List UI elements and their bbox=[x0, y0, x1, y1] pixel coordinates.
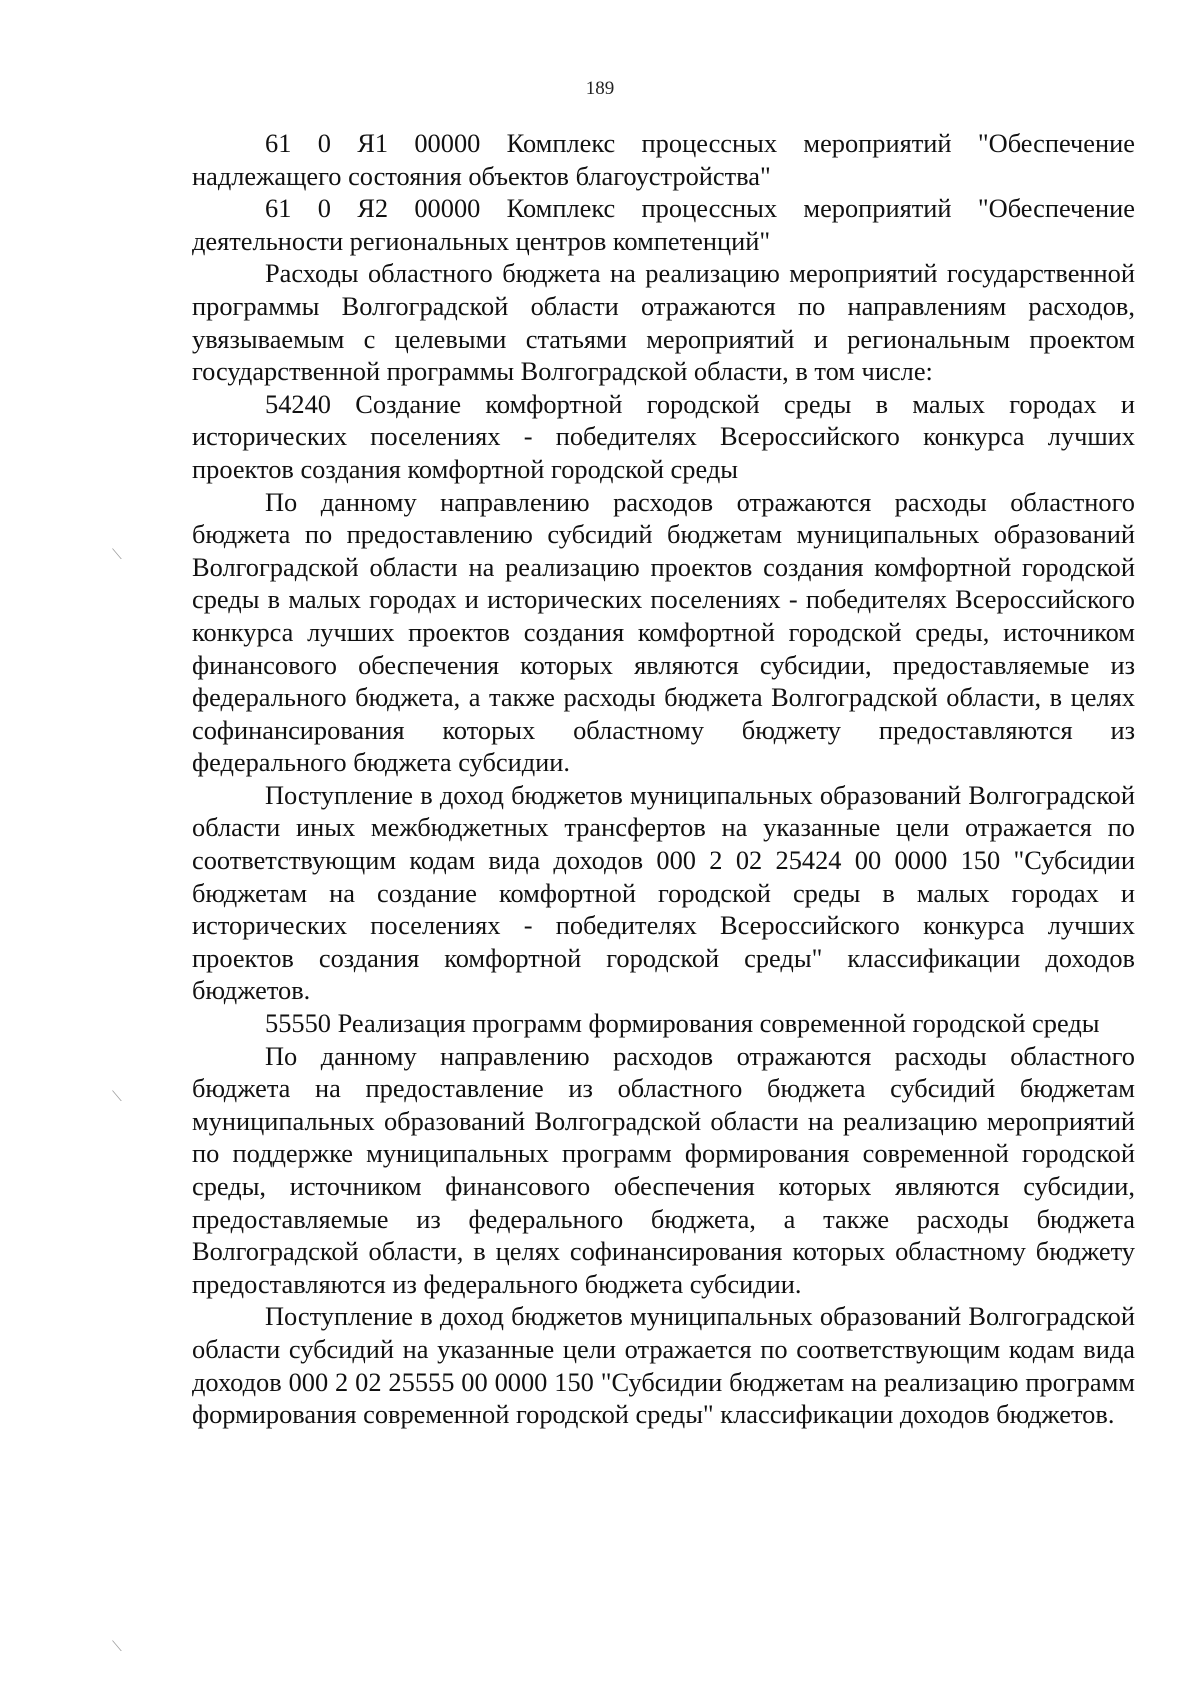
scan-mark: ⟍ bbox=[112, 1639, 122, 1655]
paragraph: По данному направлению расходов отражаются расходы областного бюджета на предоставление из областного бюджета субсидий бюджетам муниципальных образований Волгоградской области на реализацию мероприятий по поддержке муниципальных программ формирования современной городской среды, источником финансового обеспечения которых являются субсидии, предоставляемые из федерального бюджета, а также расходы бюджета Волгоградской области, в целях софинансирования которых областному бюджету предоставляются из федерального бюджета субсидии. bbox=[192, 1040, 1135, 1299]
page-number: 189 bbox=[585, 78, 615, 99]
paragraph: Поступление в доход бюджетов муниципальных образований Волгоградской области иных межбюджетных трансфертов на указанные цели отражается по соответствующим кодам вида доходов 000 2 02 25424 00 0000 150 "Субсидии бюджетам на создание комфортной городской среды в малых городах и исторических поселениях - победителях Всероссийского конкурса лучших проектов создания комфортной городской среды" классификации доходов бюджетов. bbox=[192, 779, 1135, 1006]
paragraph: 55550 Реализация программ формирования современной городской среды bbox=[265, 1008, 1100, 1039]
scan-mark: ⟍ bbox=[112, 1089, 122, 1105]
paragraph: Расходы областного бюджета на реализацию мероприятий государственной программы Волгоградской области отражаются по направлениям расходов, увязываемым с целевыми статьями мероприятий и региональным проектом государственной программы Волгоградской области, в том числе: bbox=[192, 258, 1135, 387]
paragraph: 54240 Создание комфортной городской среды в малых городах и исторических поселениях - победителях Всероссийского конкурса лучших проектов создания комфортной городской среды bbox=[192, 388, 1135, 484]
paragraph: Поступление в доход бюджетов муниципальных образований Волгоградской области субсидий на указанные цели отражается по соответствующим кодам вида доходов 000 2 02 25555 00 0000 150 "Субсидии бюджетам на реализацию программ формирования современной городской среды" классификации доходов бюджетов. bbox=[192, 1301, 1135, 1430]
scan-mark: ⟍ bbox=[112, 547, 122, 563]
paragraph: 61 0 Я1 00000 Комплекс процессных мероприятий "Обеспечение надлежащего состояния объектов благоустройства" bbox=[192, 128, 1135, 191]
document-body bbox=[192, 127, 1135, 1431]
paragraph: 61 0 Я2 00000 Комплекс процессных мероприятий "Обеспечение деятельности региональных центров компетенций" bbox=[192, 193, 1135, 256]
paragraph: По данному направлению расходов отражаются расходы областного бюджета по предоставлению субсидий бюджетам муниципальных образований Волгоградской области на реализацию проектов создания комфортной городской среды в малых городах и исторических поселениях - победителях Всероссийского конкурса лучших проектов создания комфортной городской среды, источником финансового обеспечения которых являются субсидии, предоставляемые из федерального бюджета, а также расходы бюджета Волгоградской области, в целях софинансирования которых областному бюджету предоставляются из федерального бюджета субсидии. bbox=[192, 486, 1135, 778]
